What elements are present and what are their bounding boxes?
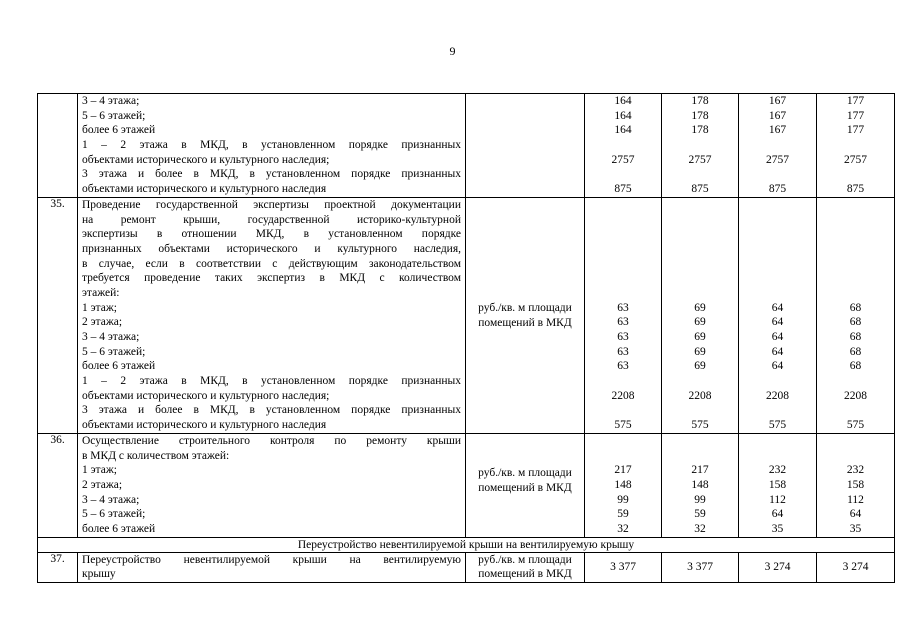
description-line: 3 этажа и более в МКД, в установленном порядке признанных	[82, 404, 461, 417]
unit-of-measure	[466, 552, 585, 582]
value-column-3	[739, 433, 817, 537]
value-cell	[821, 213, 890, 228]
value-cell	[589, 286, 657, 301]
value-column-2	[662, 197, 739, 433]
description-line: 2 этажа;	[82, 478, 123, 491]
value-cell	[821, 403, 890, 418]
value-cell: 32	[694, 522, 706, 535]
value-cell	[666, 213, 734, 228]
value-cell: 217	[614, 464, 632, 477]
table-row	[38, 94, 895, 198]
description-line: объектами исторического и культурного наследия;	[82, 389, 330, 402]
value-cell: 2757	[766, 153, 789, 166]
value-cell	[589, 449, 657, 464]
value-cell: 178	[691, 124, 709, 137]
value-cell: 875	[614, 183, 632, 196]
value-cell	[666, 198, 734, 213]
value-column-3	[739, 94, 817, 198]
value-cell: 64	[771, 316, 784, 329]
value-cell	[666, 449, 734, 464]
description-line: более 6 этажей	[82, 522, 156, 535]
description-line: Проведение государственной экспертизы проектной документации	[82, 198, 461, 211]
value-cell	[743, 434, 812, 449]
table-body	[38, 94, 895, 583]
value-cell	[743, 242, 812, 257]
value-cell	[821, 167, 890, 182]
description-line: 1 – 2 этажа в МКД, в установленном порядке признанных	[82, 375, 461, 388]
value-cell: 167	[768, 95, 787, 107]
row-number: 37.	[38, 552, 78, 582]
description-line: Переустройство невентилируемой крыши на вентилируемую	[82, 553, 461, 566]
row-number: 36.	[38, 433, 78, 537]
description-line: 3 этажа и более в МКД, в установленном порядке признанных	[82, 168, 461, 181]
description-line: 3 – 4 этажа;	[82, 95, 140, 107]
description-line: 3 – 4 этажа;	[82, 331, 140, 343]
unit-line: помещений в МКД	[478, 481, 572, 494]
value-cell: 575	[768, 419, 787, 432]
value-column-2: 3 377	[662, 552, 739, 582]
value-cell	[589, 257, 657, 272]
value-cell	[589, 213, 657, 228]
value-cell: 64	[771, 360, 784, 373]
description-line: 1 этаж;	[82, 464, 117, 477]
value-cell	[821, 286, 890, 301]
value-cell: 167	[768, 124, 787, 137]
value-cell	[743, 227, 812, 242]
row-number: 35.	[38, 197, 78, 433]
value-column-3	[739, 197, 817, 433]
value-column-2	[662, 94, 739, 198]
value-cell	[666, 257, 734, 272]
value-cell: 63	[617, 331, 629, 343]
value-column-3: 3 274	[739, 552, 817, 582]
description-line: 5 – 6 этажей;	[82, 109, 146, 122]
value-cell: 178	[691, 109, 709, 122]
value-cell	[666, 138, 734, 153]
value-cell: 59	[694, 508, 706, 521]
value-cell: 63	[617, 301, 629, 314]
value-cell	[821, 434, 890, 449]
value-cell: 167	[768, 109, 787, 122]
value-cell	[666, 374, 734, 389]
value-cell: 575	[614, 419, 632, 432]
value-cell	[821, 257, 890, 272]
value-cell: 575	[691, 419, 709, 432]
unit-line: помещений в МКД	[478, 316, 572, 329]
value-cell: 68	[849, 331, 862, 343]
value-cell: 99	[617, 493, 629, 506]
value-cell: 35	[849, 522, 862, 535]
description-line: объектами исторического и культурного наследия	[82, 183, 327, 196]
value-cell: 158	[768, 478, 787, 491]
value-column-4: 3 274	[817, 552, 895, 582]
value-cell	[589, 167, 657, 182]
value-cell: 148	[614, 478, 632, 491]
unit-line: руб./кв. м площади	[478, 466, 572, 479]
value-cell	[589, 271, 657, 286]
value-cell	[589, 403, 657, 418]
value-cell: 59	[617, 508, 629, 521]
value-cell: 875	[691, 183, 709, 196]
value-cell: 64	[771, 301, 784, 314]
value-cell	[821, 227, 890, 242]
value-cell: 35	[771, 522, 784, 535]
value-cell	[589, 434, 657, 449]
value-cell	[743, 198, 812, 213]
value-cell	[743, 167, 812, 182]
value-cell: 32	[617, 522, 629, 535]
value-cell: 68	[849, 360, 862, 373]
value-column-1	[585, 433, 662, 537]
value-cell: 177	[846, 95, 865, 107]
value-cell: 2208	[766, 389, 789, 402]
value-column-4	[817, 197, 895, 433]
value-cell: 69	[694, 331, 706, 343]
value-cell: 177	[846, 109, 865, 122]
unit-line: помещений в МКД	[478, 568, 572, 581]
value-cell: 112	[847, 493, 864, 506]
value-cell	[589, 374, 657, 389]
value-cell: 164	[614, 95, 632, 107]
description-line: объектами исторического и культурного наследия	[82, 419, 327, 432]
unit-of-measure	[466, 433, 585, 537]
description-line: экспертизы в отношении МКД, в установленном порядке	[82, 228, 461, 241]
value-cell: 177	[846, 124, 865, 137]
description-line: объектами исторического и культурного наследия;	[82, 153, 330, 166]
value-cell: 875	[768, 183, 787, 196]
description-line: 1 – 2 этажа в МКД, в установленном порядке признанных	[82, 139, 461, 152]
value-cell: 2208	[611, 389, 635, 402]
description-line: крышу	[82, 568, 116, 581]
unit-of-measure	[466, 197, 585, 433]
row-description	[78, 197, 466, 433]
value-cell: 63	[617, 316, 629, 329]
value-cell: 63	[617, 360, 629, 373]
description-line: требуется проведение таких экспертиз в МКД с количеством	[82, 272, 461, 285]
value-cell: 69	[694, 345, 706, 358]
value-cell: 164	[614, 109, 632, 122]
description-line: 2 этажа;	[82, 316, 123, 329]
row-number	[38, 94, 78, 198]
unit-of-measure	[466, 94, 585, 198]
value-cell: 69	[694, 301, 706, 314]
description-line: более 6 этажей	[82, 360, 156, 373]
value-column-4	[817, 94, 895, 198]
value-cell: 99	[694, 493, 706, 506]
value-cell: 2208	[688, 389, 712, 402]
value-cell	[589, 198, 657, 213]
value-cell	[743, 213, 812, 228]
description-line: на ремонт крыши, государственной историко-культурной	[82, 213, 461, 226]
value-cell	[821, 198, 890, 213]
row-description	[78, 433, 466, 537]
value-cell: 575	[846, 419, 865, 432]
tariff-table	[37, 93, 895, 583]
value-cell	[589, 138, 657, 153]
section-row	[38, 537, 895, 552]
value-column-2	[662, 433, 739, 537]
value-column-4	[817, 433, 895, 537]
value-cell: 232	[768, 464, 787, 477]
value-cell	[743, 138, 812, 153]
description-line: 3 – 4 этажа;	[82, 493, 140, 506]
row-description	[78, 552, 466, 582]
value-cell	[743, 374, 812, 389]
description-line: этажей:	[82, 286, 120, 299]
description-line: 5 – 6 этажей;	[82, 508, 146, 521]
value-cell: 112	[769, 493, 786, 506]
value-column-1: 3 377	[585, 552, 662, 582]
value-cell	[821, 138, 890, 153]
description-line: 1 этаж;	[82, 301, 117, 314]
value-cell: 68	[849, 345, 862, 358]
value-cell: 2757	[611, 153, 635, 166]
value-cell	[666, 242, 734, 257]
value-cell: 148	[691, 478, 709, 491]
description-line: в случае, если в соответствии с действующим законодательством	[82, 257, 461, 270]
value-cell	[589, 227, 657, 242]
value-cell	[821, 449, 890, 464]
value-cell	[821, 271, 890, 286]
description-line: более 6 этажей	[82, 124, 156, 137]
table-row	[38, 552, 895, 582]
page-number: 9	[449, 44, 456, 58]
value-cell: 164	[614, 124, 632, 137]
value-cell	[589, 242, 657, 257]
value-column-1	[585, 197, 662, 433]
value-cell: 68	[849, 316, 862, 329]
value-cell: 217	[691, 464, 709, 477]
description-line: Осуществление строительного контроля по ремонту крыши	[82, 434, 461, 447]
row-description	[78, 94, 466, 198]
value-cell	[666, 227, 734, 242]
value-cell: 63	[617, 345, 629, 358]
unit-line: руб./кв. м площади	[478, 301, 572, 314]
value-cell: 64	[771, 508, 784, 521]
value-cell	[666, 403, 734, 418]
value-cell: 68	[849, 301, 862, 314]
value-cell	[743, 449, 812, 464]
value-cell	[743, 271, 812, 286]
description-line: признанных объектами исторического и культурного наследия,	[82, 242, 461, 255]
value-cell	[666, 434, 734, 449]
value-cell: 2757	[688, 153, 712, 166]
table-row	[38, 433, 895, 537]
section-title: Переустройство невентилируемой крыши на вентилируемую крышу	[38, 537, 895, 552]
value-cell	[821, 374, 890, 389]
value-cell	[821, 242, 890, 257]
value-cell: 69	[694, 316, 706, 329]
value-cell: 178	[691, 95, 709, 107]
value-cell: 2208	[844, 389, 867, 402]
value-cell	[743, 403, 812, 418]
value-cell	[666, 167, 734, 182]
value-cell: 232	[846, 464, 865, 477]
description-line: 5 – 6 этажей;	[82, 345, 146, 358]
value-cell: 2757	[844, 153, 867, 166]
value-cell: 64	[771, 331, 784, 343]
description-line: в МКД с количеством этажей:	[82, 449, 230, 462]
value-cell: 64	[849, 508, 862, 521]
value-cell: 64	[771, 345, 784, 358]
value-cell	[743, 286, 812, 301]
unit-line: руб./кв. м площади	[478, 553, 572, 566]
value-cell: 875	[846, 183, 865, 196]
value-column-1	[585, 94, 662, 198]
value-cell: 158	[846, 478, 865, 491]
value-cell	[666, 271, 734, 286]
value-cell	[666, 286, 734, 301]
value-cell	[743, 257, 812, 272]
table-row	[38, 197, 895, 433]
value-cell: 69	[694, 360, 706, 373]
